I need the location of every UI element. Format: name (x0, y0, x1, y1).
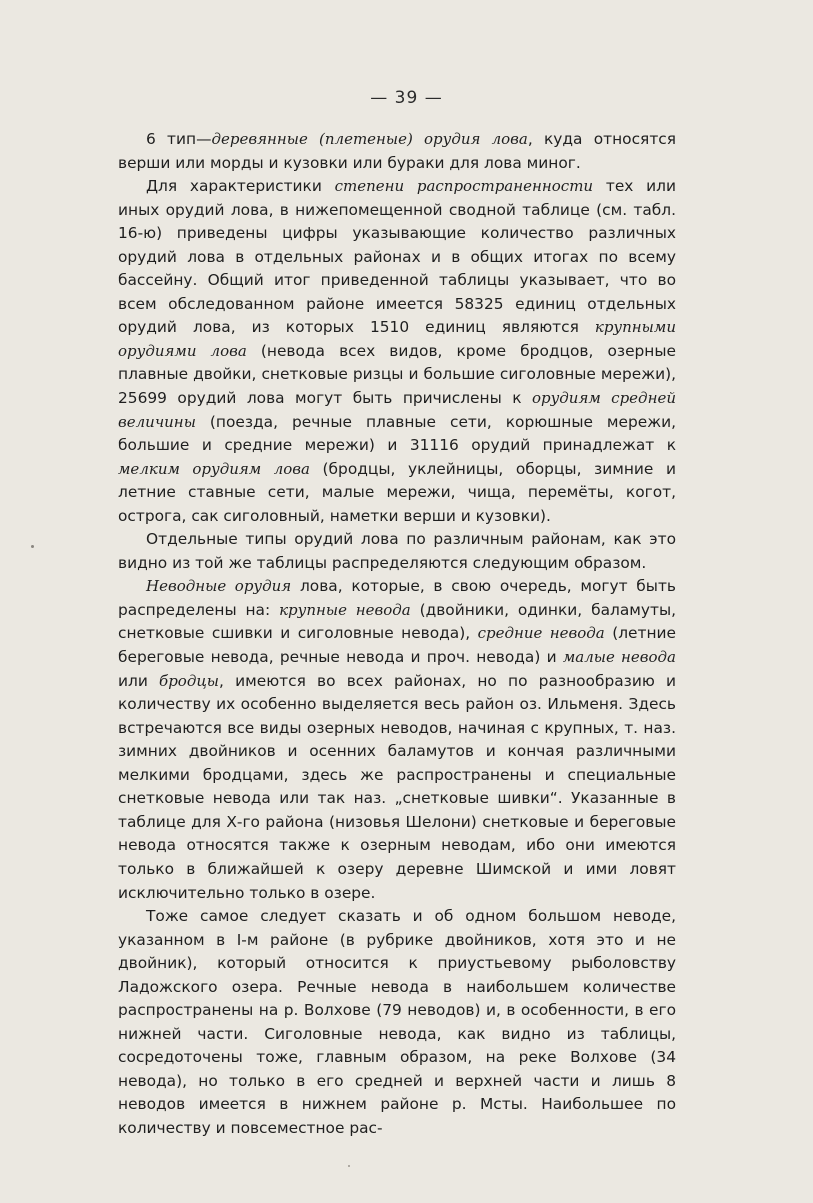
paragraph (118, 175, 676, 528)
text-run: (бродцы, уклейницы, оборцы, зимние и летние ставные сети, малые мережи, чища, перемёты, когот, острога, сак сиголовный, наметки верши и кузовки). (118, 459, 676, 525)
text-run: (поезда, речные плавные сети, корюшные мережи, большие и средние мережи) и 31116 орудий принадлежат к (118, 412, 676, 455)
paragraph (118, 128, 676, 175)
text-run: Тоже самое следует сказать и об одном большом неводе, указанном в I-м районе (в рубрике двойников, хотя это и не двойник), который относится к приустьевому рыболовству Ладожского озера. Речные невода в наибольшем количестве распространены на р. Волхове (79 неводов) и, в особенности, в его нижней части. Сиголовные невода, как видно из таблицы, сосредоточены тоже, главным образом, на реке Волхове (34 невода), но только в его средней и верхней части и лишь 8 неводов имеется в нижнем районе р. Мсты. Наибольшее по количеству и повсеместное рас- (118, 907, 676, 1137)
page-number: — 39 — (370, 88, 443, 108)
text-run: или (118, 671, 160, 690)
paragraph (118, 528, 676, 575)
italic-term: крупные невода (279, 600, 411, 619)
text-run: , куда относятся верши или морды и кузовки или бураки для лова миног. (118, 130, 677, 172)
italic-term: степени распространенности (334, 177, 594, 196)
text-run: лова, которые, в свою очередь, могут быть распределены на: (118, 577, 676, 619)
italic-term: орудиям средней величины (118, 389, 676, 431)
text-run: (невода всех видов, кроме бродцов, озерные плавные двойки, снетковые ризцы и большие сиголовные мережи), 25699 орудий лова могут быть причислены к (118, 341, 676, 408)
italic-term: бродцы (159, 671, 220, 690)
text-run: (летние береговые невода, речные невода и проч. невода) и (118, 624, 676, 667)
italic-term: мелким орудиям лова (118, 459, 310, 478)
text-run: 6 тип— (146, 130, 212, 148)
text-run: Для характеристики (146, 177, 335, 196)
italic-term: малые невода (562, 648, 676, 667)
text-run: тех или иных орудий лова, в нижепомещенной сводной таблице (см. табл. 16-ю) приведены цифры указывающие количество различных орудий лова в отдельных районах и в общих итогах по всему бассейну. Общий итог приведенной таблицы указывает, что во всем обследованном районе имеется 58325 единиц отдельных орудий лова, из которых 1510 единиц являются (118, 177, 677, 337)
italic-term: крупными орудиями лова (118, 318, 676, 360)
text-run: Отдельные типы орудий лова по различным районам, как это видно из той же таблицы распределяются следующим образом. (118, 530, 676, 572)
text-run: (двойники, одинки, баламуты, снетковые сшивки и сиголовные невода), (118, 600, 676, 643)
paragraph (118, 905, 676, 1140)
paper-speck (31, 545, 34, 548)
body-text (118, 128, 676, 1141)
text-run: , имеются во всех районах, но по разнообразию и количеству их особенно выделяется весь район оз. Ильменя. Здесь встречаются все виды озерных неводов, начиная с крупных, т. наз. зимних двойников и осенних баламутов и кончая различными мелкими бродцами, здесь же распространены и специальные снетковые невода или так наз. „снетковые шивки“. Указанные в таблице для Х-го района (низовья Шелони) снетковые и береговые невода относятся также к озерным неводам, ибо они имеются только в ближайшей к озеру деревне Шимской и ими ловят исключительно только в озере. (118, 671, 676, 902)
italic-term: средние невода (477, 624, 605, 643)
italic-term: деревянные (плетеные) орудия лова (211, 130, 528, 148)
paper-speck (348, 1165, 350, 1167)
italic-term: Неводные орудия (146, 577, 292, 596)
paragraph (118, 575, 676, 905)
